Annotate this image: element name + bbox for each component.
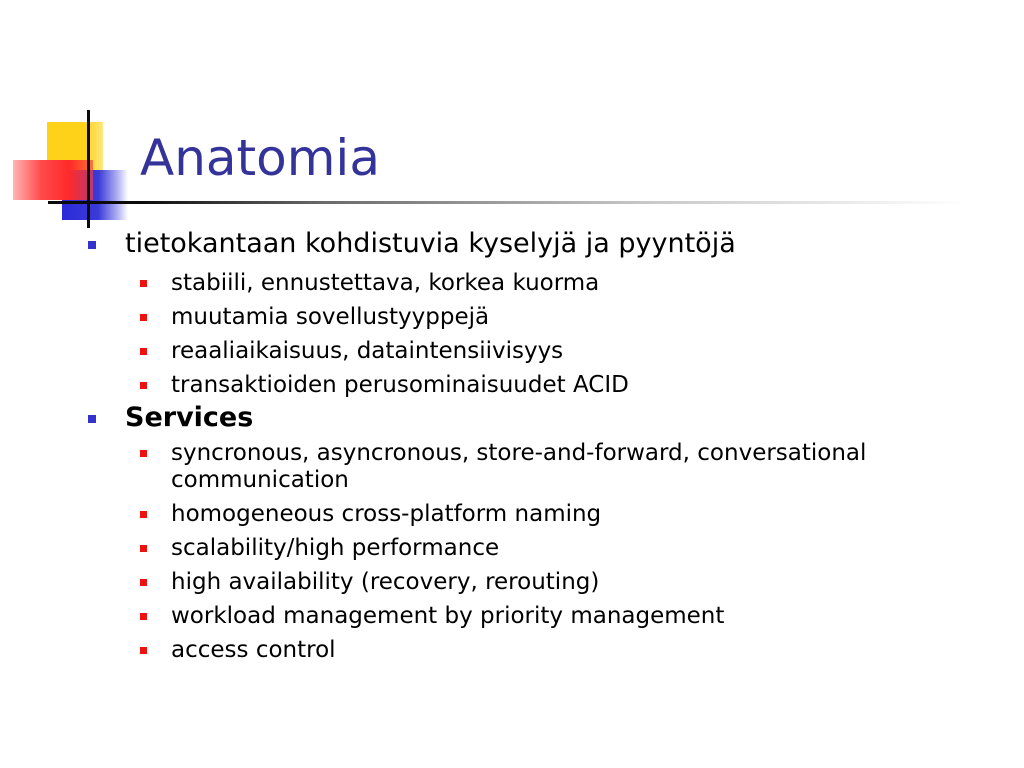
square-bullet-icon [88, 415, 96, 423]
sub-bullet [171, 501, 601, 528]
sub-bullet-text: muutamia sovellustyyppejä [171, 304, 490, 330]
sub-bullet-text: reaaliaikaisuus, dataintensiivisyys [171, 338, 564, 364]
bullet-text: tietokantaan kohdistuvia kyselyjä ja pyyntöjä [125, 228, 736, 259]
decorative-corner-graphic [0, 0, 140, 230]
square-bullet-icon [140, 545, 147, 552]
square-bullet-icon [140, 613, 147, 620]
sub-bullet-text: high availability (recovery, rerouting) [171, 569, 600, 595]
sub-bullet [171, 535, 499, 562]
bullet-section-2 [125, 402, 253, 434]
bullet-section-1 [125, 228, 736, 260]
square-bullet-icon [140, 348, 147, 355]
sub-bullet-text: access control [171, 637, 336, 663]
sub-bullet-text: workload management by priority management [171, 603, 725, 629]
sub-bullet [171, 270, 599, 297]
square-bullet-icon [140, 280, 147, 287]
sub-bullet [171, 440, 951, 494]
sub-bullet [171, 637, 336, 664]
square-bullet-icon [140, 579, 147, 586]
square-bullet-icon [140, 314, 147, 321]
square-bullet-icon [140, 511, 147, 518]
slide-title: Anatomia [140, 129, 380, 187]
sub-bullet-text: homogeneous cross-platform naming [171, 501, 602, 527]
square-bullet-icon [140, 647, 147, 654]
square-bullet-icon [140, 382, 147, 389]
square-bullet-icon [88, 241, 96, 249]
sub-bullet [171, 569, 599, 596]
title-underline [48, 201, 968, 204]
bullet-text: Services [125, 402, 254, 433]
sub-bullet [171, 338, 563, 365]
sub-bullet [171, 304, 489, 331]
sub-bullet [171, 603, 724, 630]
sub-bullet-text: transaktioiden perusominaisuudet ACID [171, 372, 629, 398]
sub-bullet-text: syncronous, asyncronous, store-and-forward, conversational communication [171, 440, 867, 493]
square-bullet-icon [140, 450, 147, 457]
sub-bullet [171, 372, 629, 399]
sub-bullet-text: scalability/high performance [171, 535, 500, 561]
red-bar-shape [13, 160, 93, 200]
sub-bullet-text: stabiili, ennustettava, korkea kuorma [171, 270, 600, 296]
vertical-line-shape [87, 110, 90, 228]
